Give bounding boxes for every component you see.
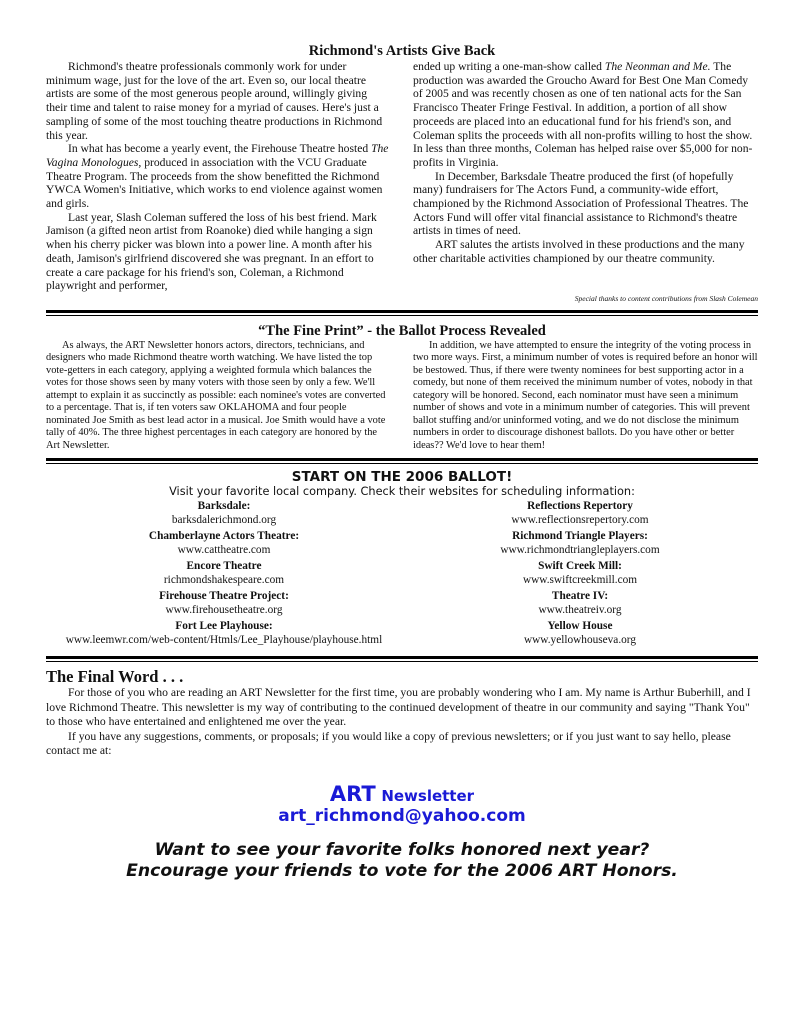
venue-name: Firehouse Theatre Project: bbox=[159, 590, 289, 603]
venue-name: Yellow House bbox=[547, 620, 613, 633]
fineprint-title: “The Fine Print” - the Ballot Process Revealed bbox=[258, 322, 546, 339]
venue-name: Fort Lee Playhouse: bbox=[175, 620, 273, 633]
venue-list-left bbox=[46, 500, 402, 650]
venue-url: www.yellowhouseva.org bbox=[523, 634, 636, 647]
fineprint-paragraph: As always, the ART Newsletter honors actors, directors, technicians, and designers who made Richmond theatre worth watching. We have listed the top vote-getters in each category, applying a weighted formula which balances the votes for those shows seen by many voters with those seen by only a few. We'll attempt to explain it as succinctly as possible: each nominee's votes are converted to a percentage. That is, if ten voters saw OKLAHOMA and four people nominated Joe Smith as best lead actor in a musical. Joe Smith would have a vote tally of 40%. The three highest percentages in each category are honored by the Art Newsletter. bbox=[46, 339, 386, 451]
venue-name: Reflections Repertory bbox=[527, 500, 633, 513]
giveback-paragraph: In what has become a yearly event, the Firehouse Theatre hosted The Vagina Monologues, produced in association with the VCU Graduate Theatre Program. The proceeds from the show benefitted the Richmond YWCA Women's Initiative, which works to end violence against women and girls. bbox=[46, 142, 389, 211]
contact-email: art_richmond@yahoo.com bbox=[278, 806, 526, 827]
giveback-section bbox=[46, 42, 758, 304]
promo-line: Want to see your favorite folks honored next year? bbox=[154, 840, 650, 861]
giveback-right-column bbox=[413, 60, 758, 293]
section-divider bbox=[46, 310, 758, 316]
giveback-paragraph: ART salutes the artists involved in these productions and the many other charitable activities championed by our theatre community. bbox=[413, 238, 745, 265]
giveback-paragraph: Richmond's theatre professionals commonly work for under minimum wage, just for the love of the art. Even so, our local theatre artists are some of the most generous people around, willingly giving their time and talent to raise money for a myriad of causes. Here's just a sampling of some of the most touching theatre productions in Richmond this year. bbox=[46, 60, 383, 142]
final-word-paragraph: For those of you who are reading an ART Newsletter for the first time, you are probably wondering who I am. My name is Arthur Buberhill, and I love Richmond Theatre. This newsletter is my way of contributing to the continued development of theatre in our community and saying "Thank You" to those who have entertained and enlightened me over the year. bbox=[46, 686, 751, 729]
venue-url: www.leemwr.com/web-content/Htmls/Lee_Playhouse/playhouse.html bbox=[65, 634, 383, 647]
show-title: The Vagina Monologues, bbox=[46, 142, 389, 169]
venue-url: www.swiftcreekmill.com bbox=[522, 574, 638, 587]
giveback-paragraph: In December, Barksdale Theatre produced the first (of hopefully many) fundraisers for The Actors Fund, a community-wide effort, championed by the Richmond Association of Professional Theatres. The Actors Fund will offer vital financial assistance to Richmond's theatre artists in times of need. bbox=[413, 169, 749, 238]
giveback-title: Richmond's Artists Give Back bbox=[308, 43, 496, 59]
fineprint-section bbox=[46, 322, 758, 453]
fineprint-right-column bbox=[413, 340, 758, 453]
venue-item bbox=[402, 590, 758, 617]
giveback-paragraph: ended up writing a one-man-show called The Neonman and Me. The production was awarded the Groucho Award for Best One Man Comedy of 2005 and was recently chosen as one of ten national acts for the San Francisco Theater Fringe Festival. In addition, a portion of all show proceeds are placed into an educational fund for his friend's son, and Coleman splits the proceeds with all non-profits willing to host the show. In less than three months, Coleman has helped raise over $5,000 for non-profits in Virginia. bbox=[413, 60, 753, 169]
fineprint-left-column bbox=[46, 340, 391, 453]
ballot-section bbox=[46, 470, 758, 650]
ballot-subtitle: Visit your favorite local company. Check their websites for scheduling information: bbox=[169, 485, 635, 499]
final-word-section bbox=[46, 668, 758, 758]
venue-name: Encore Theatre bbox=[186, 560, 262, 573]
giveback-left-column bbox=[46, 60, 391, 293]
venue-item bbox=[402, 620, 758, 647]
final-word-title: The Final Word . . . bbox=[46, 667, 184, 687]
contact-block bbox=[46, 782, 758, 826]
venue-item bbox=[402, 560, 758, 587]
venue-item bbox=[46, 590, 402, 617]
contact-art: ART bbox=[329, 782, 376, 807]
ballot-title: START ON THE 2006 BALLOT! bbox=[291, 469, 513, 486]
fineprint-paragraph: In addition, we have attempted to ensure the integrity of the voting process in two more ways. First, a minimum number of votes is required before an honor will be bestowed. Thus, if there were twenty nominees for best supporting actor in a comedy, but none of them received the minimum number of votes, nobody in that category will be honored. Second, each nominator must have seen a minimum number of shows and vote in a minimum number of categories. This will prevent ballot stuffing and/or uninformed voting, and we do not disclose the minimum numbers in order to discourage dishonest ballots. Do you have other or better ideas?? We'd love to hear them! bbox=[413, 339, 758, 451]
venue-url: www.firehousetheatre.org bbox=[165, 604, 283, 617]
section-divider bbox=[46, 458, 758, 464]
giveback-paragraph: Last year, Slash Coleman suffered the loss of his best friend. Mark Jamison (a gifted neon artist from Roanoke) died while hanging a sign when his cherry picker was blown into a power line. A month after his death, Jamison's girlfriend discovered she was pregnant. In an effort to create a care package for his friend's son, Coleman, a Richmond playwright and performer, bbox=[46, 210, 377, 293]
venue-name: Richmond Triangle Players: bbox=[512, 530, 648, 543]
venue-item bbox=[46, 560, 402, 587]
venue-name: Chamberlayne Actors Theatre: bbox=[148, 530, 300, 543]
final-word-paragraph: If you have any suggestions, comments, or proposals; if you would like a copy of previous newsletters; or if you just want to say hello, please contact me at: bbox=[46, 729, 731, 758]
venue-url: www.cattheatre.com bbox=[177, 544, 271, 557]
promo-line: Encourage your friends to vote for the 2006 ART Honors. bbox=[126, 861, 678, 882]
section-divider bbox=[46, 656, 758, 662]
venue-name: Swift Creek Mill: bbox=[538, 560, 622, 573]
newsletter-page bbox=[46, 42, 758, 882]
venue-item bbox=[402, 530, 758, 557]
venue-item bbox=[46, 620, 402, 647]
venue-name: Theatre IV: bbox=[551, 590, 609, 603]
venue-url: www.theatreiv.org bbox=[538, 604, 622, 617]
venue-item bbox=[402, 500, 758, 527]
venue-item bbox=[46, 530, 402, 557]
venue-url: www.richmondtriangleplayers.com bbox=[500, 544, 660, 557]
venue-url: barksdalerichmond.org bbox=[171, 514, 277, 527]
venue-url: richmondshakespeare.com bbox=[163, 574, 285, 587]
venue-item bbox=[46, 500, 402, 527]
venue-list-right bbox=[402, 500, 758, 650]
promo-block bbox=[46, 840, 758, 882]
venue-name: Barksdale: bbox=[197, 500, 251, 513]
contributor-credit: Special thanks to content contributions from Slash Colemean bbox=[574, 293, 758, 303]
show-title: The Neonman and Me. bbox=[604, 60, 711, 73]
venue-url: www.reflectionsrepertory.com bbox=[511, 514, 649, 527]
contact-newsletter: Newsletter bbox=[381, 787, 475, 806]
